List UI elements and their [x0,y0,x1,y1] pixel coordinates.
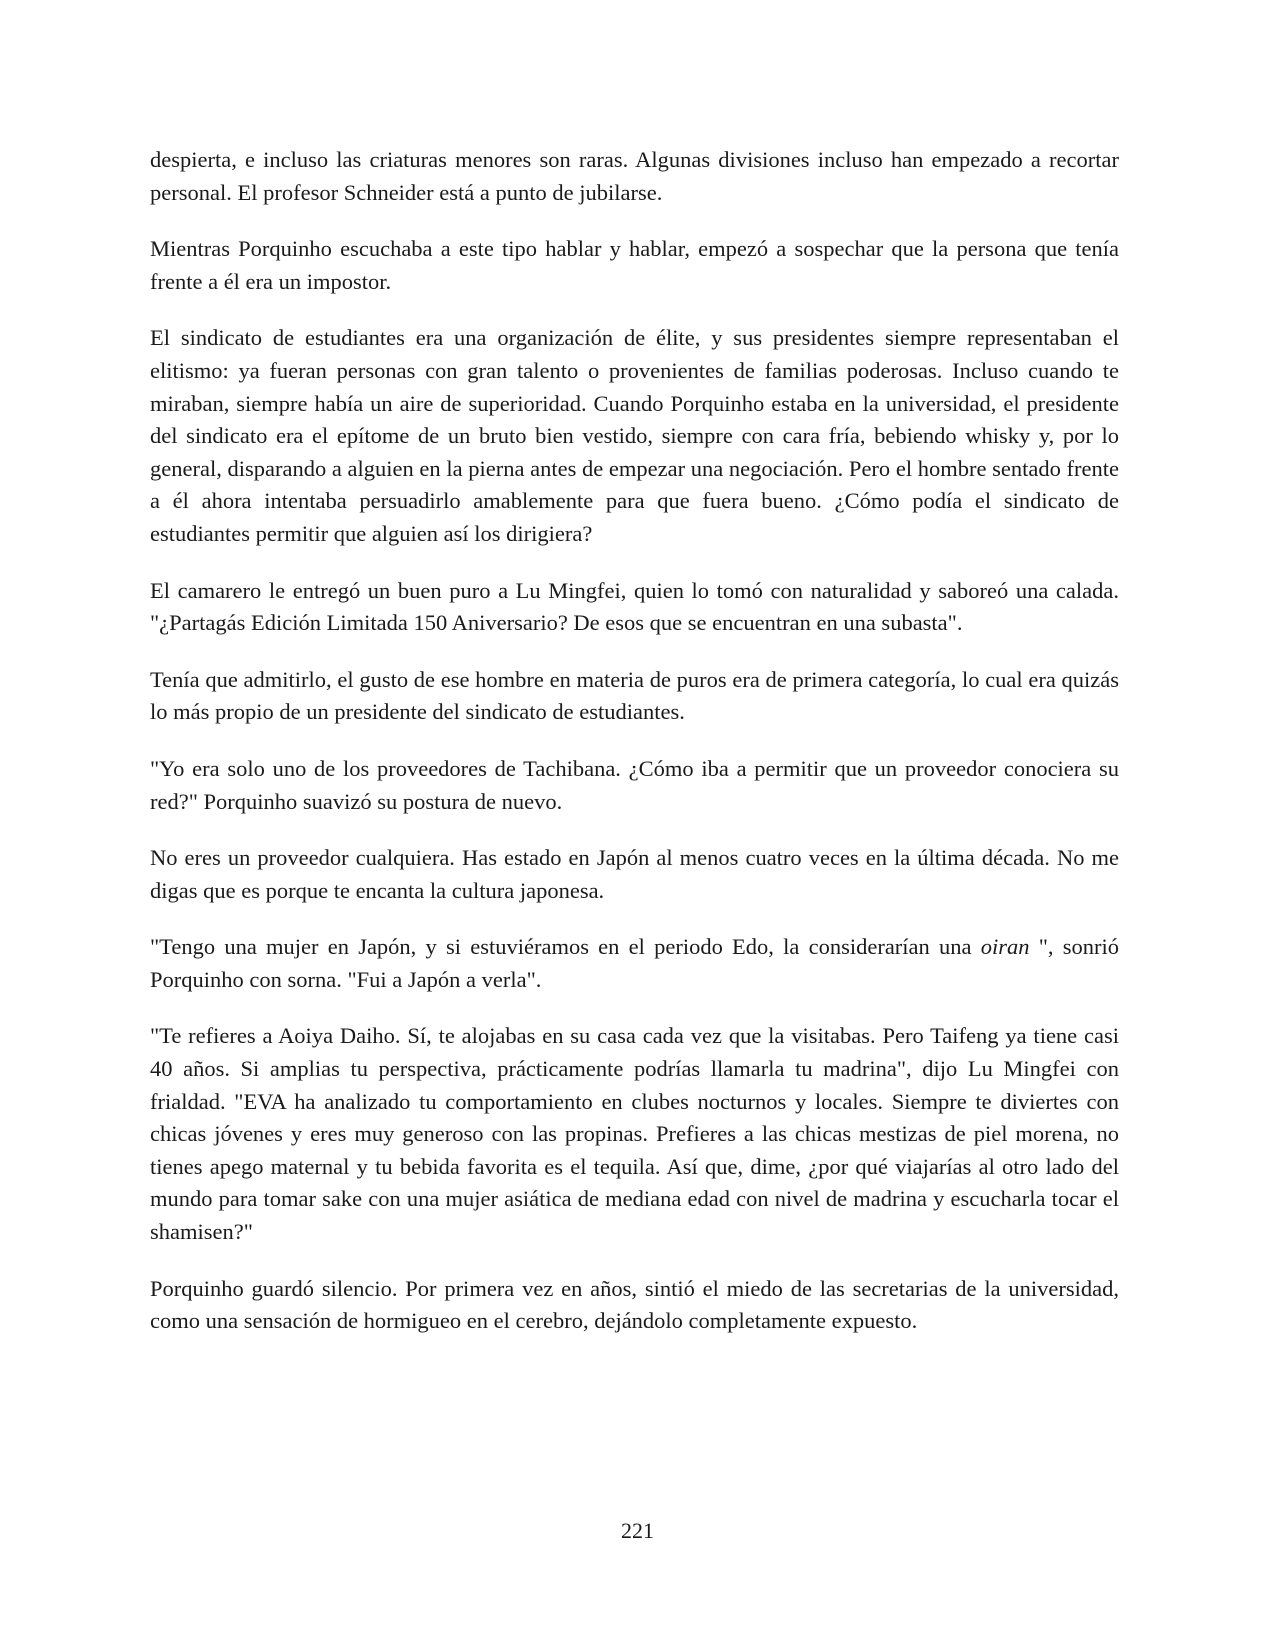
paragraph-8 [150,931,1119,996]
paragraph-8-text-start: "Tengo una mujer en Japón, y si estuviéramos en el periodo Edo, la considerarían una [150,934,981,960]
paragraph-1: despierta, e incluso las criaturas menores son raras. Algunas divisiones incluso han empezado a recortar personal. El profesor Schneider está a punto de jubilarse. [150,147,1119,205]
paragraph-10: Porquinho guardó silencio. Por primera vez en años, sintió el miedo de las secretarias de la universidad, como una sensación de hormigueo en el cerebro, dejándolo completamente expuesto. [150,1275,1119,1334]
paragraph-2: Mientras Porquinho escuchaba a este tipo hablar y hablar, empezó a sospechar que la persona que tenía frente a él era un impostor. [150,236,1119,294]
paragraph-6: "Yo era solo uno de los proveedores de Tachibana. ¿Cómo iba a permitir que un proveedor conociera su red?" Porquinho suavizó su postura de nuevo. [150,755,1119,814]
paragraph-9: "Te refieres a Aoiya Daiho. Sí, te alojabas en su casa cada vez que la visitabas. Pero Taifeng ya tiene casi 40 años. Si amplias tu perspectiva, prácticamente podrías llamarla tu madrina", dijo Lu Mingfei con frialdad. "EVA ha analizado tu comportamiento en clubes nocturnos y locales. Siempre te diviertes con chicas jóvenes y eres muy generoso con las propinas. Prefieres a las chicas mestizas de piel morena, no tienes apego maternal y tu bebida favorita es el tequila. Así que, dime, ¿por qué viajarías al otro lado del mundo para tomar sake con una mujer asiática de mediana edad con nivel de madrina y escucharla tocar el shamisen?" [150,1023,1119,1245]
paragraph-5: Tenía que admitirlo, el gusto de ese hombre en materia de puros era de primera categoría, lo cual era quizás lo más propio de un presidente del sindicato de estudiantes. [150,666,1119,725]
oiran-italic-term: oiran [980,934,1030,960]
paragraph-4: El camarero le entregó un buen puro a Lu Mingfei, quien lo tomó con naturalidad y saboreó una calada. "¿Partagás Edición Limitada 150 Aniversario? De esos que se encuentran en una subasta". [150,577,1119,636]
page-number: 221 [621,1518,654,1543]
page-body [150,144,1119,1362]
paragraph-8-text-end: ", sonrió Porquinho con sorna. "Fui a Japón a verla". [150,934,1119,992]
paragraph-3: El sindicato de estudiantes era una organización de élite, y sus presidentes siempre representaban el elitismo: ya fueran personas con gran talento o provenientes de familias poderosas. Incluso cuando te miraban, siempre había un aire de superioridad. Cuando Porquinho estaba en la universidad, el presidente del sindicato era el epítome de un bruto bien vestido, siempre con cara fría, bebiendo whisky y, por lo general, disparando a alguien en la pierna antes de empezar una negociación. Pero el hombre sentado frente a él ahora intentaba persuadirlo amablemente para que fuera bueno. ¿Cómo podía el sindicato de estudiantes permitir que alguien así los dirigiera? [150,325,1119,546]
paragraph-7: No eres un proveedor cualquiera. Has estado en Japón al menos cuatro veces en la última década. No me digas que es porque te encanta la cultura japonesa. [150,845,1119,903]
